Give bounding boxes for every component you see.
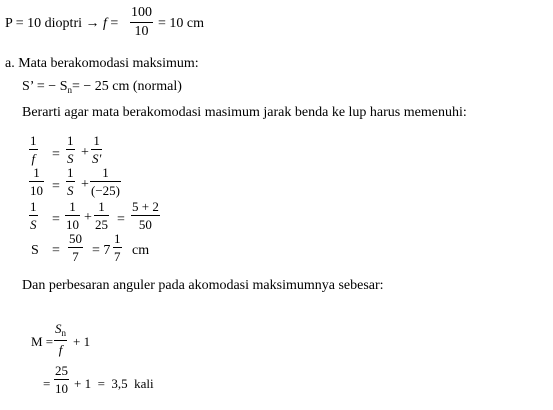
fraction-bar <box>65 215 80 216</box>
eq2-plus: + <box>81 177 89 192</box>
eq1-lhs-fraction <box>29 134 38 165</box>
eq3-result-num: 5 + 2 <box>132 199 159 214</box>
fraction-denominator: 10 <box>134 24 149 39</box>
eq2-term1-fraction <box>66 166 75 197</box>
eq1-t2-num: 1 <box>93 133 100 148</box>
eq3-equals-2: = <box>117 212 125 227</box>
eq2-t1-den: S <box>67 183 74 198</box>
eq4-mixed-num: 1 <box>114 231 121 246</box>
eq1-lhs-num: 1 <box>30 133 37 148</box>
sn-subscript: n <box>61 328 66 338</box>
part-a-heading: a. Mata berakomodasi maksimum: <box>5 56 199 71</box>
eq2-term2-fraction <box>90 166 121 197</box>
eq1-term1-fraction <box>66 134 75 165</box>
eq3-result-den: 50 <box>138 217 152 232</box>
focal-result: = 10 cm <box>158 16 204 31</box>
eq3-equals: = <box>52 212 60 227</box>
magnification-fraction <box>54 322 67 356</box>
magnification-lhs: M = <box>31 334 54 349</box>
fraction-bar <box>113 247 122 248</box>
eq3-lhs-den: S <box>30 217 37 232</box>
eq4-fraction <box>68 232 83 263</box>
eq1-t2-den: S' <box>92 151 102 166</box>
lens-condition-statement: Berarti agar mata berakomodasi masimum jarak benda ke lup harus memenuhi: <box>22 105 467 120</box>
eq2-t2-den: (−25) <box>91 183 120 198</box>
fraction-bar <box>29 149 38 150</box>
power-equation <box>5 17 118 31</box>
magnification-value-fraction <box>54 364 69 395</box>
magnification-value-den: 10 <box>55 381 68 396</box>
eq2-lhs-den: 10 <box>30 183 43 198</box>
eq2-t1-num: 1 <box>67 165 74 180</box>
fraction-bar <box>68 247 83 248</box>
eq4-mixed-den: 7 <box>114 249 121 264</box>
eq4-den: 7 <box>72 249 79 264</box>
fraction-bar <box>90 181 121 182</box>
fraction-bar <box>54 379 69 380</box>
fraction-bar <box>130 22 153 23</box>
power-lhs: P = 10 dioptri <box>5 16 82 31</box>
eq3-term1-fraction <box>65 200 80 231</box>
magnification-num <box>54 322 67 338</box>
angular-statement: Dan perbesaran anguler pada akomodasi maksimumnya sebesar: <box>22 278 384 293</box>
eq1-term2-fraction <box>91 134 102 165</box>
eq2-equals: = <box>52 179 60 194</box>
eq4-equals: = <box>52 243 60 258</box>
focal-fraction <box>130 6 153 39</box>
eq3-t2-den: 25 <box>95 217 108 232</box>
equals-sign: = <box>110 16 119 31</box>
arrow-symbol: → <box>85 16 100 31</box>
eq3-t1-den: 10 <box>66 217 79 232</box>
fraction-bar <box>29 181 44 182</box>
magnification-plus-one: + 1 <box>73 334 91 349</box>
eq3-term2-fraction <box>94 200 109 231</box>
eq4-lhs: S <box>31 243 39 258</box>
fraction-bar <box>66 181 75 182</box>
eq2-lhs-num: 1 <box>33 165 40 180</box>
fraction-numerator: 100 <box>131 5 152 20</box>
eq3-t1-num: 1 <box>69 199 76 214</box>
fraction-bar <box>29 215 38 216</box>
eq3-t2-num: 1 <box>98 199 105 214</box>
eq3-plus: + <box>84 210 92 225</box>
eq2-lhs-fraction <box>29 166 44 197</box>
eq3-result-fraction <box>131 200 160 231</box>
fraction-bar <box>131 215 160 216</box>
eq4-num: 50 <box>69 231 82 246</box>
eq1-plus: + <box>81 145 89 160</box>
eq1-t1-num: 1 <box>67 133 74 148</box>
eq1-t1-den: S <box>67 151 74 166</box>
magnification-equals: = <box>43 376 51 391</box>
focal-symbol: f <box>103 16 107 31</box>
fraction-bar <box>91 149 102 150</box>
eq4-mixed-fraction <box>113 232 122 263</box>
eq1-lhs-den: f <box>31 151 36 166</box>
eq2-t2-num: 1 <box>102 165 109 180</box>
eq3-lhs-fraction <box>29 200 38 231</box>
fraction-bar <box>66 149 75 150</box>
sn-symbol: S <box>55 321 62 336</box>
eq1-equals: = <box>52 147 60 162</box>
fraction-bar <box>54 340 67 341</box>
magnification-den: f <box>58 342 63 357</box>
fraction-bar <box>94 215 109 216</box>
magnification-value-num: 25 <box>55 363 68 378</box>
eq3-lhs-num: 1 <box>30 199 37 214</box>
magnification-result: + 1 = 3,5 kali <box>74 376 154 391</box>
eq4-equals-whole: = 7 <box>92 243 111 258</box>
eq4-unit: cm <box>132 243 150 258</box>
s-prime-line: S’ = − $S_n= - 25$ cm (normal) <box>22 79 182 95</box>
